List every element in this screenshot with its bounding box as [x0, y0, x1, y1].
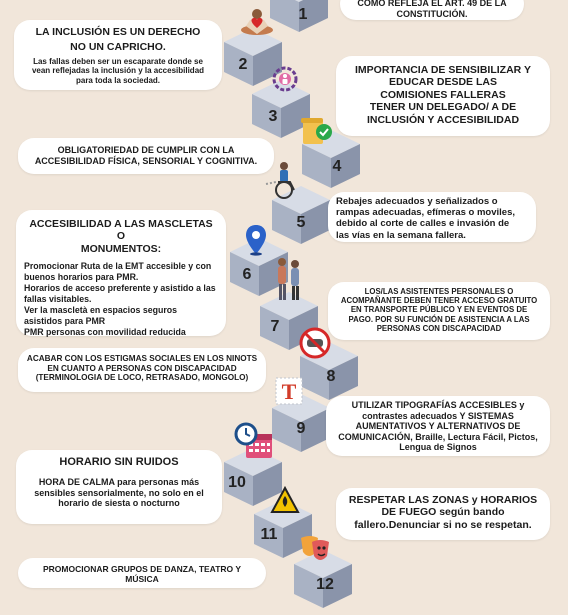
walking-couple-icon	[270, 256, 306, 306]
inclusion-gear-icon	[268, 64, 302, 94]
card-4-line-1: OBLIGATORIEDAD DE CUMPLIR CON LA	[57, 145, 235, 155]
card-3-line-5: INCLUSIÓN Y ACCESIBILIDAD	[366, 113, 520, 126]
card-2-body-2: vean reflejadas la inclusión y la accesibilidad	[31, 66, 205, 76]
card-6-body-4: fallas visitables.	[24, 294, 92, 305]
card-6-body-5: Ver la mascletà en espacios seguros	[24, 305, 178, 316]
card-10-body-2: sensibles sensorialmente, no solo en el	[34, 487, 204, 498]
card-7-line-2: ACOMPAÑANTE DEBEN TENER ACCESO GRATUITO	[340, 296, 538, 306]
card-7-line-4: PAGO. POR SU FUNCIÓN DE ASISTENCIA A LAS	[348, 314, 530, 324]
step-number-11: 11	[260, 526, 278, 543]
card-6-body-6: asistidos para PMR	[24, 316, 106, 327]
card-10-body-3: horario de siesta o nocturno	[58, 498, 180, 509]
calendar-clock-icon	[234, 422, 274, 460]
badge-certificate-icon	[300, 116, 334, 148]
card-step-5	[328, 192, 536, 242]
card-12-line-1: PROMOCIONAR GRUPOS DE DANZA, TEATRO Y MÚSICA	[42, 564, 242, 585]
theater-masks-icon	[298, 534, 332, 564]
card-6-body-7: PMR personas con movilidad reducida	[24, 327, 186, 338]
card-7-line-3: EN TRANSPORTE PÚBLICO Y EN EVENTOS DE	[350, 305, 528, 315]
card-5-line-2: rampas adecuadas, efímeras o moviles,	[336, 207, 516, 219]
card-step-8	[18, 348, 266, 392]
card-step-11	[336, 488, 550, 540]
card-step-2	[14, 20, 222, 90]
card-5-line-3: debido al corte de calles e invasión de	[336, 218, 510, 230]
card-3-line-3: COMISIONES FALLERAS	[380, 88, 506, 101]
step-number-10: 10	[228, 474, 246, 491]
card-2-title-2: NO UN CAPRICHO.	[70, 41, 166, 54]
card-7-line-5: PERSONAS CON DISCAPACIDAD	[376, 323, 502, 333]
card-step-9	[326, 396, 550, 456]
card-2-body-1: Las fallas deben ser un escaparate donde se	[33, 56, 203, 66]
card-5-line-1: Rebajes adecuados y señalizados o	[336, 196, 498, 207]
wheelchair-user-icon	[264, 160, 302, 200]
svg-text:T: T	[281, 379, 297, 404]
card-2-title-1: LA INCLUSIÓN ES UN DERECHO	[35, 26, 201, 38]
card-6-title-2: MONUMENTOS:	[80, 242, 162, 255]
card-1-line-2: CONSTITUCIÓN.	[396, 8, 468, 19]
step-number-5: 5	[296, 214, 306, 231]
card-6-body-2: buenos horarios para PMR.	[24, 272, 139, 283]
card-9-line-5: Lengua de Signos	[399, 442, 477, 453]
card-11-line-3: fallero.Denunciar si no se respetan.	[354, 518, 532, 531]
card-8-line-1: ACABAR CON LOS ESTIGMAS SOCIALES EN LOS NINOTS	[26, 354, 258, 363]
card-6-title-1: ACCESIBILIDAD A LAS MASCLETAS O	[29, 218, 213, 243]
fire-warning-icon	[270, 486, 300, 514]
card-7-line-1: LOS/LAS ASISTENTES PERSONALES O	[364, 287, 514, 296]
card-9-line-3: AUMENTATIVOS Y ALTERNATIVOS DE	[355, 421, 521, 432]
no-noise-icon	[298, 326, 332, 360]
step-number-2: 2	[238, 56, 248, 73]
step-number-4: 4	[332, 158, 342, 175]
card-3-line-1: IMPORTANCIA DE SENSIBILIZAR Y	[355, 64, 531, 76]
card-step-7	[328, 282, 550, 340]
card-3-line-2: EDUCAR DESDE LAS	[389, 76, 497, 89]
card-10-body-1: HORA DE CALMA para personas más	[38, 476, 200, 487]
step-number-7: 7	[270, 318, 280, 335]
card-step-12	[18, 558, 266, 588]
card-11-line-2: DE FUEGO según bando	[381, 506, 505, 519]
step-number-3: 3	[268, 108, 278, 125]
card-9-line-4: COMUNICACIÓN, Braille, Lectura Fácil, Pictos,	[338, 431, 538, 442]
card-10-title: HORARIO SIN RUIDOS	[59, 456, 179, 468]
card-step-6	[16, 210, 226, 336]
card-step-10	[16, 450, 222, 524]
card-2-body-3: para toda la sociedad.	[75, 75, 161, 85]
fallera-heart-icon	[238, 4, 276, 36]
card-step-1	[340, 0, 524, 20]
card-8-line-2: EN CUANTO A PERSONAS CON DISCAPACIDAD	[47, 363, 237, 373]
card-1-line-1: COMO REFLEJA EL ART. 49 DE LA	[357, 0, 507, 8]
card-step-3	[336, 56, 550, 136]
card-3-line-4: TENER UN DELEGADO/ A DE	[369, 101, 517, 114]
step-number-1: 1	[298, 6, 308, 23]
step-number-8: 8	[326, 368, 336, 385]
card-9-line-1: UTILIZAR TIPOGRAFÍAS ACCESIBLES y	[351, 400, 525, 410]
card-step-4	[18, 138, 274, 174]
step-number-9: 9	[296, 420, 306, 437]
card-11-line-1: RESPETAR LAS ZONAS y HORARIOS	[348, 494, 538, 506]
location-pin-icon	[244, 224, 268, 256]
card-4-line-2: ACCESIBILIDAD FÍSICA, SENSORIAL Y COGNITIVA.	[34, 155, 258, 166]
card-5-line-4: las vías en la semana fallera.	[336, 229, 466, 241]
step-number-6: 6	[242, 266, 252, 283]
card-9-line-2: contrastes adecuados Y SISTEMAS	[362, 410, 514, 421]
step-number-12: 12	[316, 576, 334, 593]
card-6-body-1: Promocionar Ruta de la EMT accesible y con	[24, 261, 212, 272]
typography-t-icon	[274, 376, 304, 406]
card-6-body-3: Horarios de acceso preferente y asistido a las	[24, 283, 216, 294]
card-8-line-3: (TERMINOLOGIA DE LOCO, RETRASADO, MONGOLO)	[35, 373, 249, 383]
